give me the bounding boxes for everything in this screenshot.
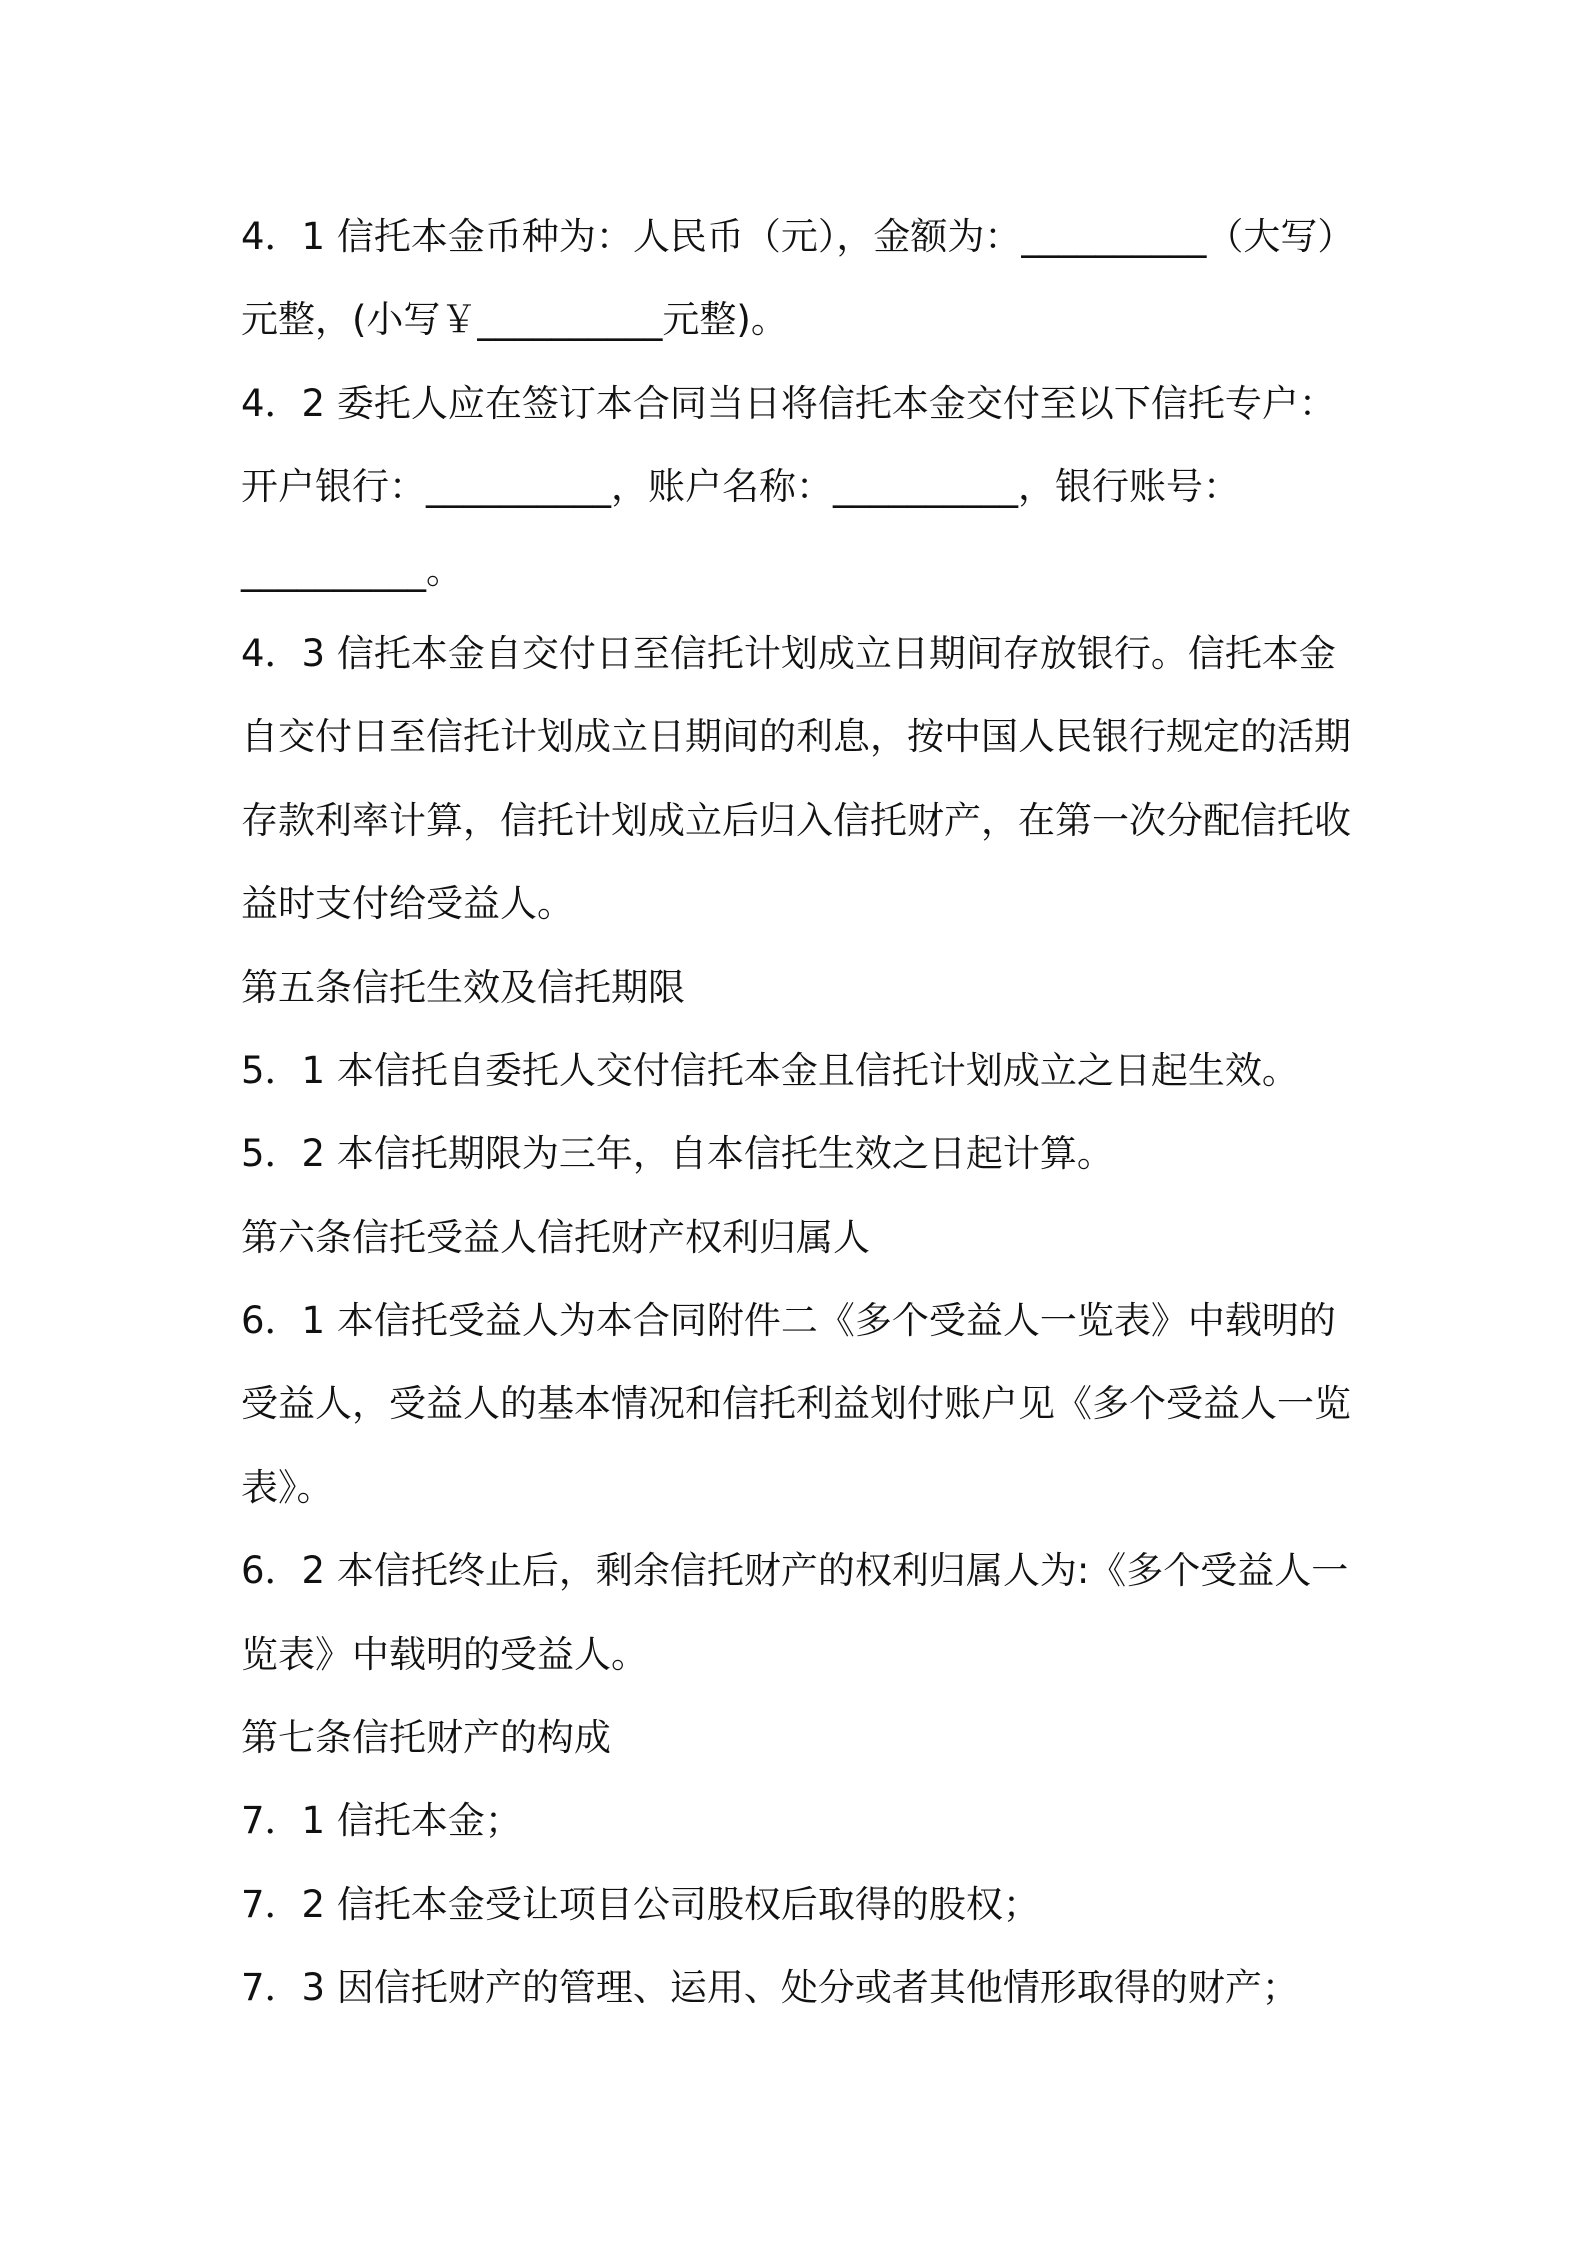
article-6-heading: 第六条信托受益人信托财产权利归属人 xyxy=(241,1215,870,1259)
clause-4-2-line-1: 4．2 委托人应在签订本合同当日将信托本金交付至以下信托专户： xyxy=(241,381,1336,425)
article-5-heading: 第五条信托生效及信托期限 xyxy=(241,965,685,1009)
clause-4-3-line-3: 存款利率计算，信托计划成立后归入信托财产，在第一次分配信托收 xyxy=(241,798,1351,842)
clause-6-2-line-2: 览表》中载明的受益人。 xyxy=(241,1632,648,1676)
document-body xyxy=(241,195,1361,2030)
clause-4-3-line-4: 益时支付给受益人。 xyxy=(241,882,574,926)
article-7-heading: 第七条信托财产的构成 xyxy=(241,1716,611,1760)
clause-4-3-line-2: 自交付日至信托计划成立日期间的利息，按中国人民银行规定的活期 xyxy=(241,715,1351,759)
clause-5-2: 5．2 本信托期限为三年，自本信托生效之日起计算。 xyxy=(241,1132,1114,1176)
clause-4-3-line-1: 4．3 信托本金自交付日至信托计划成立日期间存放银行。信托本金 xyxy=(241,631,1336,675)
clause-7-1: 7．1 信托本金； xyxy=(241,1799,522,1843)
clause-6-1-line-2: 受益人，受益人的基本情况和信托利益划付账户见《多个受益人一览 xyxy=(241,1382,1351,1426)
clause-4-2-line-3: __________。 xyxy=(241,548,463,592)
clause-6-1-line-1: 6．1 本信托受益人为本合同附件二《多个受益人一览表》中载明的 xyxy=(241,1299,1336,1343)
clause-4-1-line-2: 元整，(小写￥__________元整)。 xyxy=(241,298,788,342)
clause-4-2-line-2: 开户银行：__________，账户名称：__________，银行账号： xyxy=(241,465,1240,509)
clause-4-1-line-1: 4．1 信托本金币种为：人民币（元），金额为：__________（大写） xyxy=(241,215,1355,258)
clause-5-1: 5．1 本信托自委托人交付信托本金且信托计划成立之日起生效。 xyxy=(241,1048,1299,1092)
clause-6-2-line-1: 6．2 本信托终止后，剩余信托财产的权利归属人为:《多个受益人一 xyxy=(241,1549,1349,1593)
clause-7-2: 7．2 信托本金受让项目公司股权后取得的股权； xyxy=(241,1882,1040,1926)
clause-7-3: 7．3 因信托财产的管理、运用、处分或者其他情形取得的财产； xyxy=(241,1966,1299,2010)
clause-6-1-line-3: 表》。 xyxy=(241,1465,334,1509)
